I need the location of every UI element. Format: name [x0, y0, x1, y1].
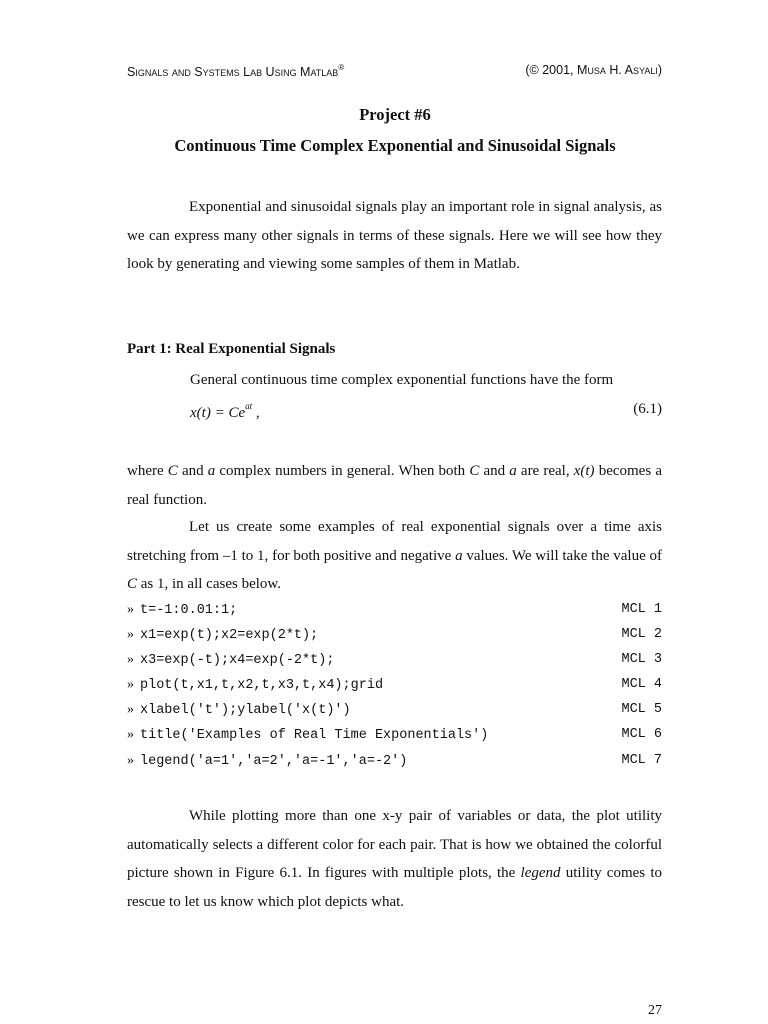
code-line: » x3=exp(-t);x4=exp(-2*t); MCL 3	[127, 652, 662, 669]
project-number: Project #6	[359, 105, 431, 124]
part1-paragraph-1: where C and a complex numbers in general. When both C and a are real, x(t) becomes a real function.	[127, 463, 662, 508]
code-line: » title('Examples of Real Time Exponentials') MCL 6	[127, 727, 662, 744]
intro-paragraph: Exponential and sinusoidal signals play an important role in signal analysis, as we can express many other signals in terms of these signals. Here we will see how they look by generating and viewing some samples of them in Matlab.	[127, 199, 662, 272]
code-tag: MCL 7	[621, 752, 662, 768]
code-line: » t=-1:0.01:1; MCL 1	[127, 602, 662, 618]
matlab-code-listing	[127, 600, 662, 776]
code-line: » xlabel('t');ylabel('x(t)') MCL 5	[127, 702, 662, 719]
code-tag: MCL 1	[621, 602, 662, 617]
code-tag: MCL 2	[621, 627, 662, 643]
part1-lead: General continuous time complex exponential functions have the form	[190, 372, 614, 388]
header-book-title: Signals and Systems Lab Using Matlab®	[127, 63, 345, 79]
code-tag: MCL 4	[621, 677, 662, 693]
prompt-symbol: »	[127, 752, 134, 768]
code-tag: MCL 6	[621, 727, 662, 743]
registered-mark: ®	[338, 63, 345, 72]
prompt-symbol: »	[127, 627, 134, 643]
equation-6-1	[190, 401, 662, 423]
closing-paragraph: While plotting more than one x-y pair of variables or data, the plot utility automatically selects a different color for each pair. That is how we obtained the colorful picture shown in Figure 6.1. In figures with multiple plots, the legend utility comes to rescue to let us know which plot depicts what.	[127, 808, 662, 910]
prompt-symbol: »	[127, 677, 134, 693]
project-title: Continuous Time Complex Exponential and Sinusoidal Signals	[174, 136, 616, 155]
header-copyright: (© 2001, Musa H. Asyali)	[525, 63, 662, 77]
prompt-symbol: »	[127, 702, 134, 718]
equation-number: (6.1)	[633, 401, 662, 417]
part1-heading: Part 1: Real Exponential Signals	[127, 341, 336, 357]
code-line: » x1=exp(t);x2=exp(2*t); MCL 2	[127, 627, 662, 644]
page-number: 27	[648, 1003, 662, 1018]
code-line: » plot(t,x1,t,x2,t,x3,t,x4);grid MCL 4	[127, 677, 662, 694]
code-line: » legend('a=1','a=2','a=-1','a=-2') MCL 7	[127, 752, 662, 769]
equation-exponent: at	[245, 401, 253, 411]
code-tag: MCL 3	[621, 652, 662, 668]
prompt-symbol: »	[127, 602, 134, 617]
part1-paragraph-2: Let us create some examples of real exponential signals over a time axis stretching from –1 to 1, for both positive and negative a values. We will take the value of C as 1, in all cases below.	[127, 519, 662, 592]
running-header	[127, 63, 662, 83]
equation-expression: $x(t) = Ce^{at}$ ,	[190, 401, 260, 421]
prompt-symbol: »	[127, 652, 134, 668]
prompt-symbol: »	[127, 727, 134, 743]
code-tag: MCL 5	[621, 702, 662, 718]
